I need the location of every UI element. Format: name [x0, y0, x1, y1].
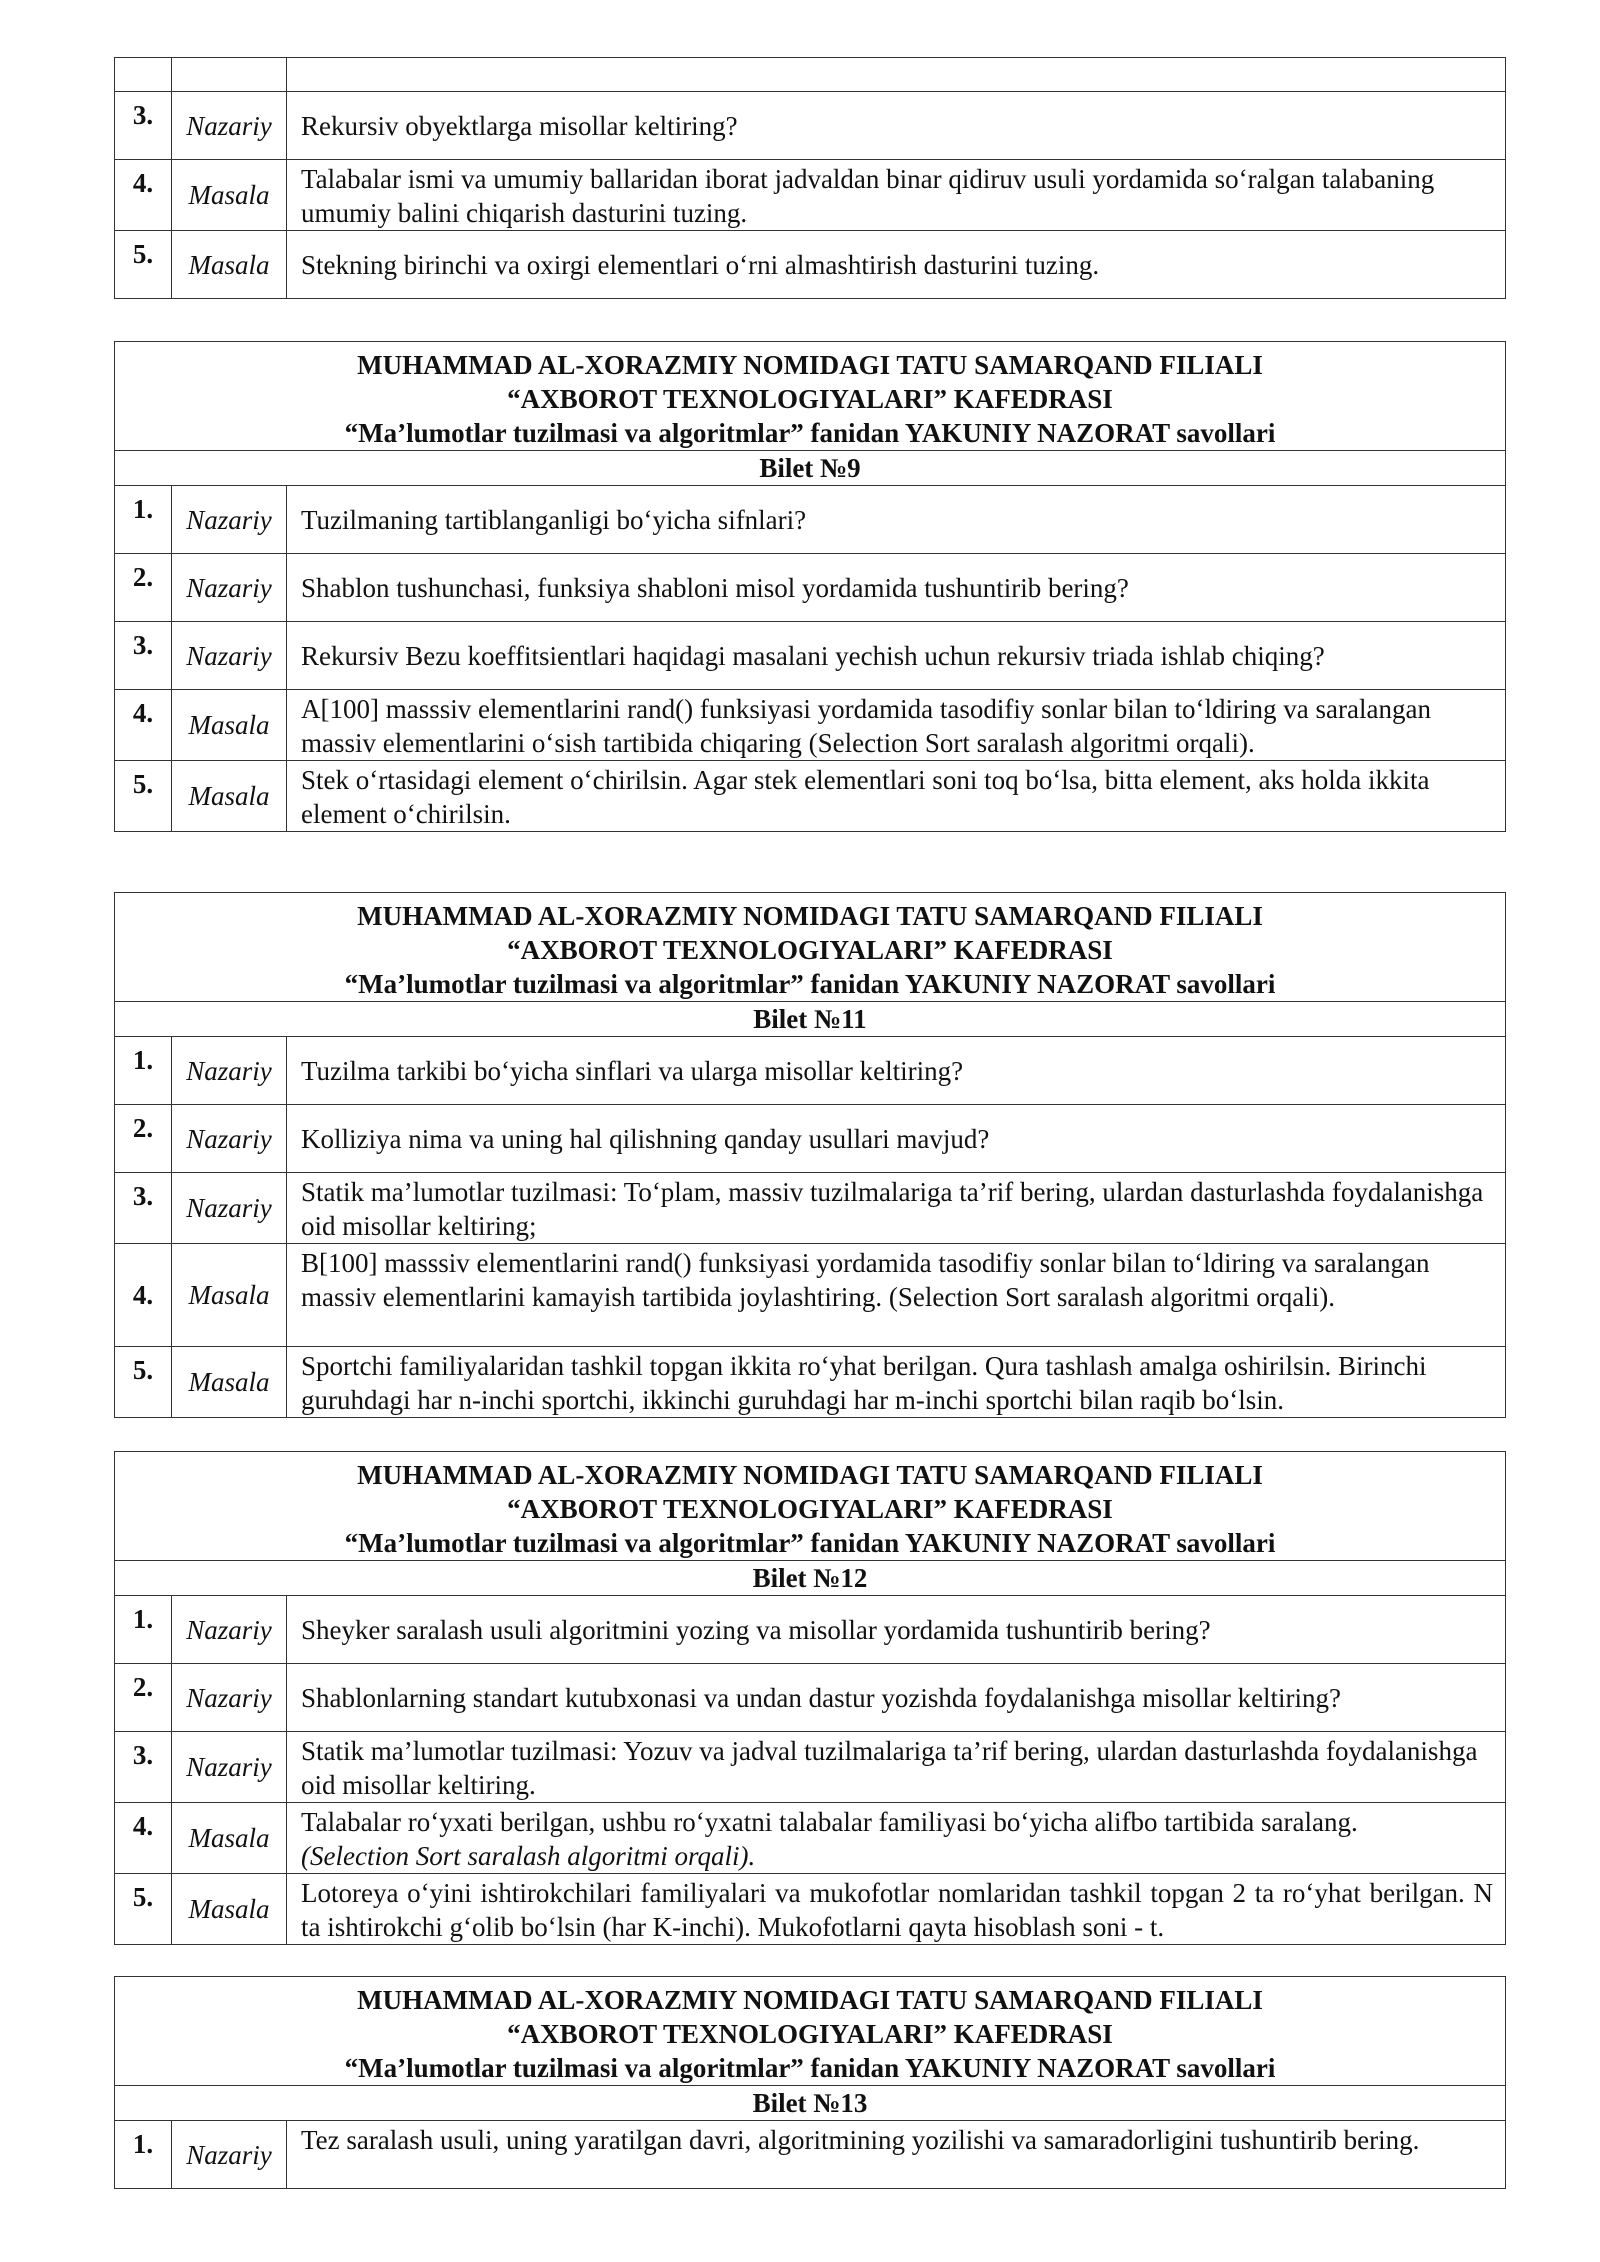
question-text: Statik ma’lumotlar tuzilmasi: Yozuv va jadval tuzilmalariga ta’rif bering, ulardan dasturlashda foydalanishga oid misollar keltiring.	[287, 1732, 1506, 1803]
table-row	[115, 690, 1506, 761]
question-text: Talabalar ismi va umumiy ballaridan iborat jadvaldan binar qidiruv usuli yordamida so‘ralgan talabaning umumiy balini chiqarish dasturini tuzing.	[287, 160, 1506, 231]
question-text: Rekursiv obyektlarga misollar keltiring?	[287, 92, 1506, 160]
question-type: Nazariy	[172, 92, 287, 160]
question-text: Tuzilmaning tartiblanganligi bo‘yicha sifnlari?	[287, 486, 1506, 554]
question-number: 4.	[115, 1803, 172, 1874]
university-name: MUHAMMAD AL-XORAZMIY NOMIDAGI TATU SAMARQAND FILIALI	[357, 350, 1263, 380]
exam-title: “Ma’lumotlar tuzilmasi va algoritmlar” fanidan YAKUNIY NAZORAT savollari	[344, 1528, 1276, 1558]
question-text: Rekursiv Bezu koeffitsientlari haqidagi masalani yechish uchun rekursiv triada ishlab chiqing?	[287, 622, 1506, 690]
question-type: Nazariy	[172, 486, 287, 554]
question-type: Nazariy	[172, 1596, 287, 1664]
question-text: Stekning birinchi va oxirgi elementlari o‘rni almashtirish dasturini tuzing.	[287, 231, 1506, 299]
ticket-table-fragment	[114, 57, 1506, 299]
question-number: 5.	[115, 761, 172, 832]
question-text: B[100] masssiv elementlarini rand() funksiyasi yordamida tasodifiy sonlar bilan to‘ldiring va saralangan massiv elementlarini kamayish tartibida joylashtiring. (Selection Sort saralash algoritmi orqali).	[287, 1244, 1506, 1347]
question-type: Masala	[172, 1874, 287, 1945]
question-number: 3.	[115, 1173, 172, 1244]
department-name: “AXBOROT TEXNOLOGIYALARI” KAFEDRASI	[507, 384, 1113, 414]
bilet-row	[115, 1002, 1506, 1037]
table-row	[115, 1105, 1506, 1173]
table-row	[115, 1596, 1506, 1664]
question-number: 4.	[115, 690, 172, 761]
exam-title: “Ma’lumotlar tuzilmasi va algoritmlar” fanidan YAKUNIY NAZORAT savollari	[344, 2053, 1276, 2083]
question-number: 4.	[115, 160, 172, 231]
question-number: 3.	[115, 622, 172, 690]
table-row	[115, 1664, 1506, 1732]
question-text: A[100] masssiv elementlarini rand() funksiyasi yordamida tasodifiy sonlar bilan to‘ldiring va saralangan massiv elementlarini o‘sish tartibida chiqaring (Selection Sort saralash algoritmi orqali).	[287, 690, 1506, 761]
question-number: 1.	[115, 1037, 172, 1105]
ticket-header	[115, 342, 1506, 451]
question-number: 4.	[115, 1244, 172, 1347]
ticket-table-11	[114, 892, 1506, 1418]
table-row	[115, 1173, 1506, 1244]
table-row	[115, 231, 1506, 299]
question-number: 3.	[115, 1732, 172, 1803]
question-type: Nazariy	[172, 2121, 287, 2189]
exam-title: “Ma’lumotlar tuzilmasi va algoritmlar” fanidan YAKUNIY NAZORAT savollari	[344, 418, 1276, 448]
ticket-header-row	[115, 893, 1506, 1002]
bilet-row	[115, 2086, 1506, 2121]
question-text: Statik ma’lumotlar tuzilmasi: To‘plam, massiv tuzilmalariga ta’rif bering, ulardan dasturlashda foydalanishga oid misollar keltiring;	[287, 1173, 1506, 1244]
table-row	[115, 2121, 1506, 2189]
question-number: 2.	[115, 1664, 172, 1732]
table-row	[115, 1874, 1506, 1945]
university-name: MUHAMMAD AL-XORAZMIY NOMIDAGI TATU SAMARQAND FILIALI	[357, 901, 1263, 931]
question-type: Nazariy	[172, 1105, 287, 1173]
question-type: Nazariy	[172, 622, 287, 690]
table-row	[115, 622, 1506, 690]
ticket-table-9	[114, 341, 1506, 832]
question-text: Shablonlarning standart kutubxonasi va undan dastur yozishda foydalanishga misollar keltiring?	[287, 1664, 1506, 1732]
question-type: Masala	[172, 1244, 287, 1347]
question-number: 5.	[115, 1347, 172, 1418]
question-text: Sheyker saralash usuli algoritmini yozing va misollar yordamida tushuntirib bering?	[287, 1596, 1506, 1664]
ticket-header-row	[115, 342, 1506, 451]
university-name: MUHAMMAD AL-XORAZMIY NOMIDAGI TATU SAMARQAND FILIALI	[357, 1460, 1263, 1490]
department-name: “AXBOROT TEXNOLOGIYALARI” KAFEDRASI	[507, 935, 1113, 965]
table-row	[115, 160, 1506, 231]
department-name: “AXBOROT TEXNOLOGIYALARI” KAFEDRASI	[507, 2019, 1113, 2049]
ticket-header	[115, 893, 1506, 1002]
question-text: Lotoreya o‘yini ishtirokchilari familiyalari va mukofotlar nomlaridan tashkil topgan 2 ta ro‘yhat berilgan. N ta ishtirokchi g‘olib bo‘lsin (har K-inchi). Mukofotlarni qayta hisoblash soni - t.	[287, 1874, 1506, 1945]
question-type: Masala	[172, 160, 287, 231]
table-row	[115, 1244, 1506, 1347]
question-text: Tuzilma tarkibi bo‘yicha sinflari va ularga misollar keltiring?	[287, 1037, 1506, 1105]
bilet-number: Bilet №13	[115, 2086, 1506, 2121]
ticket-header-row	[115, 1452, 1506, 1561]
bilet-number: Bilet №11	[115, 1002, 1506, 1037]
question-type: Masala	[172, 1347, 287, 1418]
table-row	[115, 1803, 1506, 1874]
question-number: 5.	[115, 1874, 172, 1945]
question-type: Nazariy	[172, 554, 287, 622]
question-type: Masala	[172, 690, 287, 761]
ticket-table-13	[114, 1976, 1506, 2189]
table-row	[115, 58, 1506, 92]
question-type: Masala	[172, 1803, 287, 1874]
question-text: Shablon tushunchasi, funksiya shabloni misol yordamida tushuntirib bering?	[287, 554, 1506, 622]
table-row	[115, 92, 1506, 160]
question-number: 1.	[115, 2121, 172, 2189]
question-number: 1.	[115, 486, 172, 554]
ticket-header	[115, 1977, 1506, 2086]
exam-title: “Ma’lumotlar tuzilmasi va algoritmlar” fanidan YAKUNIY NAZORAT savollari	[344, 969, 1276, 999]
ticket-header-row	[115, 1977, 1506, 2086]
table-row	[115, 554, 1506, 622]
question-text-main: Talabalar ro‘yxati berilgan, ushbu ro‘yxatni talabalar familiyasi bo‘yicha alifbo tartibida saralang.	[301, 1807, 1358, 1837]
question-number: 5.	[115, 231, 172, 299]
question-text-note: (Selection Sort saralash algoritmi orqali).	[301, 1841, 756, 1871]
question-text: Kolliziya nima va uning hal qilishning qanday usullari mavjud?	[287, 1105, 1506, 1173]
question-type: Masala	[172, 761, 287, 832]
question-text: Sportchi familiyalaridan tashkil topgan ikkita ro‘yhat berilgan. Qura tashlash amalga oshirilsin. Birinchi guruhdagi har n-inchi sportchi, ikkinchi guruhdagi har m-inchi sportchi bilan raqib bo‘lsin.	[287, 1347, 1506, 1418]
bilet-row	[115, 451, 1506, 486]
question-type: Masala	[172, 231, 287, 299]
question-text: Tez saralash usuli, uning yaratilgan davri, algoritmining yozilishi va samaradorligini tushuntirib bering.	[287, 2121, 1506, 2189]
bilet-number: Bilet №9	[115, 451, 1506, 486]
ticket-header	[115, 1452, 1506, 1561]
department-name: “AXBOROT TEXNOLOGIYALARI” KAFEDRASI	[507, 1494, 1113, 1524]
bilet-number: Bilet №12	[115, 1561, 1506, 1596]
bilet-row	[115, 1561, 1506, 1596]
table-row	[115, 1037, 1506, 1105]
question-type: Nazariy	[172, 1664, 287, 1732]
question-text	[287, 1803, 1506, 1874]
question-number: 2.	[115, 554, 172, 622]
question-type: Nazariy	[172, 1037, 287, 1105]
ticket-table-12	[114, 1451, 1506, 1945]
question-type: Nazariy	[172, 1173, 287, 1244]
university-name: MUHAMMAD AL-XORAZMIY NOMIDAGI TATU SAMARQAND FILIALI	[357, 1985, 1263, 2015]
question-text: Stek o‘rtasidagi element o‘chirilsin. Agar stek elementlari soni toq bo‘lsa, bitta element, aks holda ikkita element o‘chirilsin.	[287, 761, 1506, 832]
question-number: 3.	[115, 92, 172, 160]
question-number: 2.	[115, 1105, 172, 1173]
table-row	[115, 1347, 1506, 1418]
question-type: Nazariy	[172, 1732, 287, 1803]
table-row	[115, 761, 1506, 832]
question-number: 1.	[115, 1596, 172, 1664]
table-row	[115, 486, 1506, 554]
table-row	[115, 1732, 1506, 1803]
